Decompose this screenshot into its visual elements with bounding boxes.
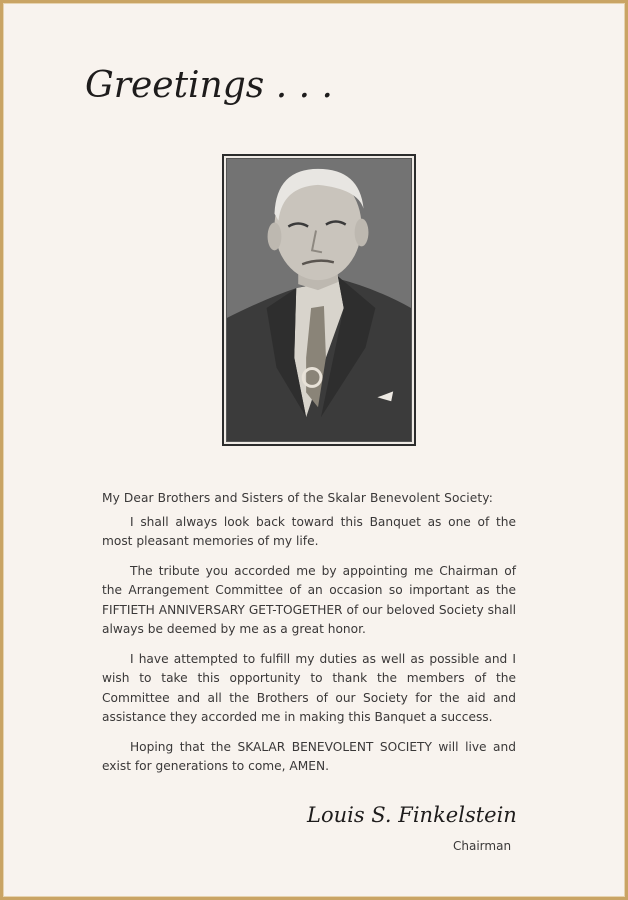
portrait-frame (222, 154, 416, 446)
signature-title: Chairman (453, 839, 512, 853)
page-heading: Greetings . . . (85, 65, 333, 106)
portrait-illustration (227, 159, 411, 441)
letter-salutation: My Dear Brothers and Sisters of the Skalar Benevolent Society: (102, 491, 493, 505)
signature-name: Louis S. Finkelstein (307, 803, 517, 827)
letter-paragraph: I shall always look back toward this Banquet as one of the most pleasant memories of my life. (102, 514, 516, 548)
letter-paragraph: Hoping that the SKALAR BENEVOLENT SOCIETY will live and exist for generations to come, AMEN. (102, 739, 516, 773)
portrait-photo (226, 158, 412, 442)
letter-body (102, 489, 516, 787)
letter-paragraph: The tribute you accorded me by appointing me Chairman of the Arrangement Committee of an occasion so important as the FIFTIETH ANNIVERSARY GET-TOGETHER of our beloved Society shall always be deemed by me as a great honor. (102, 563, 516, 636)
letter-paragraph: I have attempted to fulfill my duties as well as possible and I wish to take this opportunity to thank the members of the Committee and all the Brothers of our Society for the aid and assistance they accorded me in making this Banquet a success. (102, 651, 516, 724)
